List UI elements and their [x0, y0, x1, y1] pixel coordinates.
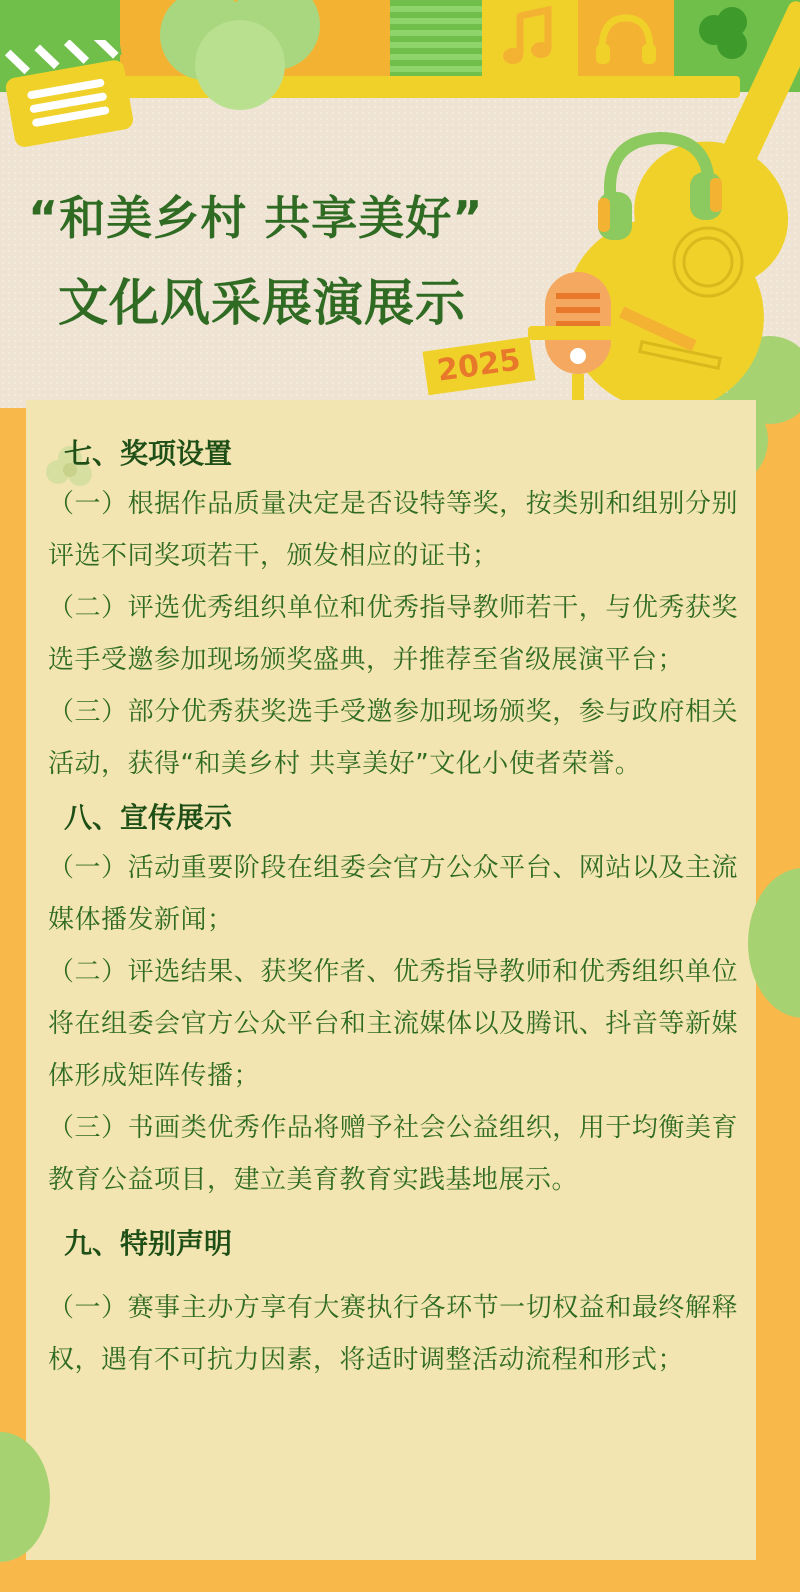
- year-badge: 2025: [422, 337, 535, 396]
- content-card: [26, 400, 756, 1560]
- paragraph: （二）评选结果、获奖作者、优秀指导教师和优秀组织单位将在组委会官方公众平台和主流媒体以及腾讯、抖音等新媒体形成矩阵传播；: [48, 957, 738, 1091]
- title-line-2: 文化风采展演展示: [58, 274, 466, 332]
- title-line-1: “和美乡村 共享美好”: [28, 191, 484, 245]
- section-gap: [48, 1206, 738, 1220]
- paragraph: （三）书画类优秀作品将赠予社会公益组织，用于均衡美育教育公益项目，建立美育教育实践基地展示。: [48, 1113, 738, 1195]
- section-heading-publicity: 八、宣传展示: [64, 801, 233, 834]
- article-body: [48, 430, 738, 1386]
- paragraph: （三）部分优秀获奖选手受邀参加现场颁奖，参与政府相关活动，获得“和美乡村 共享美好”文化小使者荣誉。: [48, 697, 738, 779]
- page-title: [28, 188, 568, 336]
- section-gap: [48, 1268, 738, 1282]
- paragraph: （二）评选优秀组织单位和优秀指导教师若干，与优秀获奖选手受邀参加现场颁奖盛典，并推荐至省级展演平台；: [48, 593, 738, 675]
- section-heading-awards: 七、奖项设置: [64, 437, 233, 470]
- paragraph: （一）活动重要阶段在组委会官方公众平台、网站以及主流媒体播发新闻；: [48, 853, 738, 935]
- paragraph: （一）赛事主办方享有大赛执行各环节一切权益和最终解释权，遇有不可抗力因素，将适时调整活动流程和形式；: [48, 1293, 738, 1375]
- section-heading-statement: 九、特别声明: [64, 1227, 233, 1260]
- paragraph: （一）根据作品质量决定是否设特等奖，按类别和组别分别评选不同奖项若干，颁发相应的证书；: [48, 489, 738, 571]
